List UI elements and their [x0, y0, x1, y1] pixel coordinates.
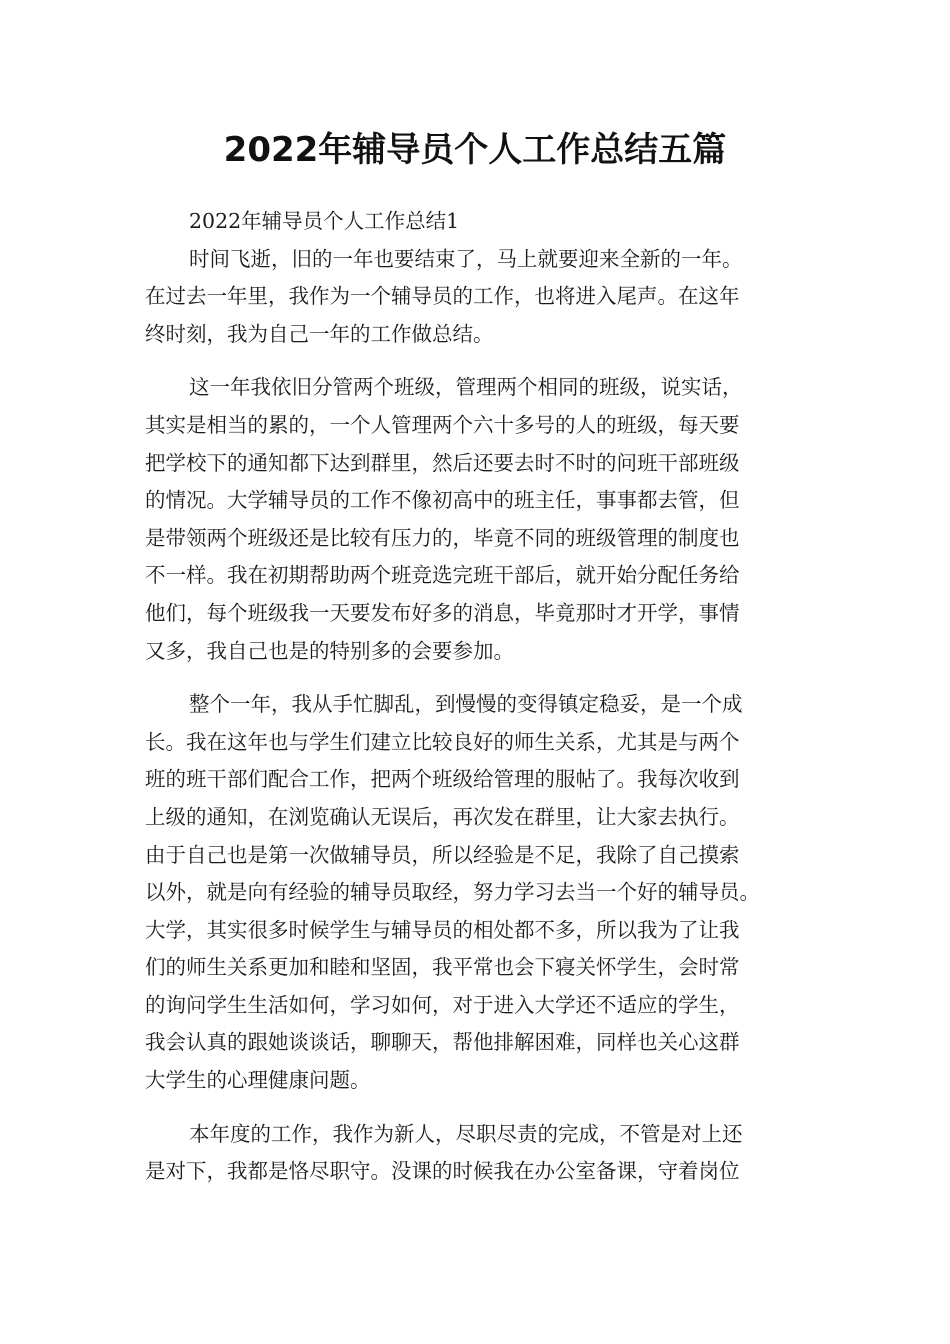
paragraph-line: 以外，就是向有经验的辅导员取经，努力学习去当一个好的辅导员。	[145, 880, 760, 905]
paragraph-line: 大学，其实很多时候学生与辅导员的相处都不多，所以我为了让我	[145, 917, 740, 942]
paragraph-line: 大学生的心理健康问题。	[145, 1068, 371, 1093]
paragraph-line: 又多，我自己也是的特别多的会要参加。	[145, 638, 514, 663]
paragraph-line: 的询问学生生活如何，学习如何，对于进入大学还不适应的学生，	[145, 992, 740, 1017]
paragraph-gap	[145, 1100, 810, 1116]
section-heading: 2022年辅导员个人工作总结1	[189, 209, 460, 233]
paragraph-line: 是带领两个班级还是比较有压力的，毕竟不同的班级管理的制度也	[145, 525, 740, 550]
paragraph-line: 们的师生关系更加和睦和坚固，我平常也会下寝关怀学生，会时常	[145, 955, 740, 980]
paragraph-line: 其实是相当的累的，一个人管理两个六十多号的人的班级，每天要	[145, 412, 740, 437]
paragraph-line: 不一样。我在初期帮助两个班竞选完班干部后，就开始分配任务给	[145, 563, 740, 588]
document-title: 2022年辅导员个人工作总结五篇	[223, 130, 727, 170]
paragraph-1	[145, 241, 810, 354]
document-body	[145, 203, 810, 1191]
paragraph-line: 由于自己也是第一次做辅导员，所以经验是不足，我除了自己摸索	[145, 842, 740, 867]
paragraph-line: 长。我在这年也与学生们建立比较良好的师生关系，尤其是与两个	[145, 729, 740, 754]
paragraph-line: 在过去一年里，我作为一个辅导员的工作，也将进入尾声。在这年	[145, 284, 740, 309]
paragraph-line: 的情况。大学辅导员的工作不像初高中的班主任，事事都去管，但	[145, 488, 740, 513]
paragraph-line: 他们，每个班级我一天要发布好多的消息，毕竟那时才开学，事情	[145, 600, 740, 625]
paragraph-3	[145, 686, 810, 1100]
paragraph-line: 是对下，我都是恪尽职守。没课的时候我在办公室备课，守着岗位	[145, 1159, 740, 1184]
paragraph-line: 时间飞逝，旧的一年也要结束了，马上就要迎来全新的一年。	[189, 246, 743, 271]
paragraph-4	[145, 1116, 810, 1191]
paragraph-2	[145, 369, 810, 670]
paragraph-gap	[145, 670, 810, 686]
paragraph-line: 本年度的工作，我作为新人，尽职尽责的完成，不管是对上还	[189, 1121, 743, 1146]
paragraph-line: 上级的通知，在浏览确认无误后，再次发在群里，让大家去执行。	[145, 804, 740, 829]
paragraph-line: 班的班干部们配合工作，把两个班级给管理的服帖了。我每次收到	[145, 767, 740, 792]
paragraph-line: 我会认真的跟她谈谈话，聊聊天，帮他排解困难，同样也关心这群	[145, 1030, 740, 1055]
paragraph-line: 把学校下的通知都下达到群里，然后还要去时不时的问班干部班级	[145, 450, 740, 475]
paragraph-line: 这一年我依旧分管两个班级，管理两个相同的班级，说实话，	[189, 375, 743, 400]
paragraph-gap	[145, 353, 810, 369]
paragraph-line: 整个一年，我从手忙脚乱，到慢慢的变得镇定稳妥，是一个成	[189, 692, 743, 717]
paragraph-line: 终时刻，我为自己一年的工作做总结。	[145, 321, 494, 346]
